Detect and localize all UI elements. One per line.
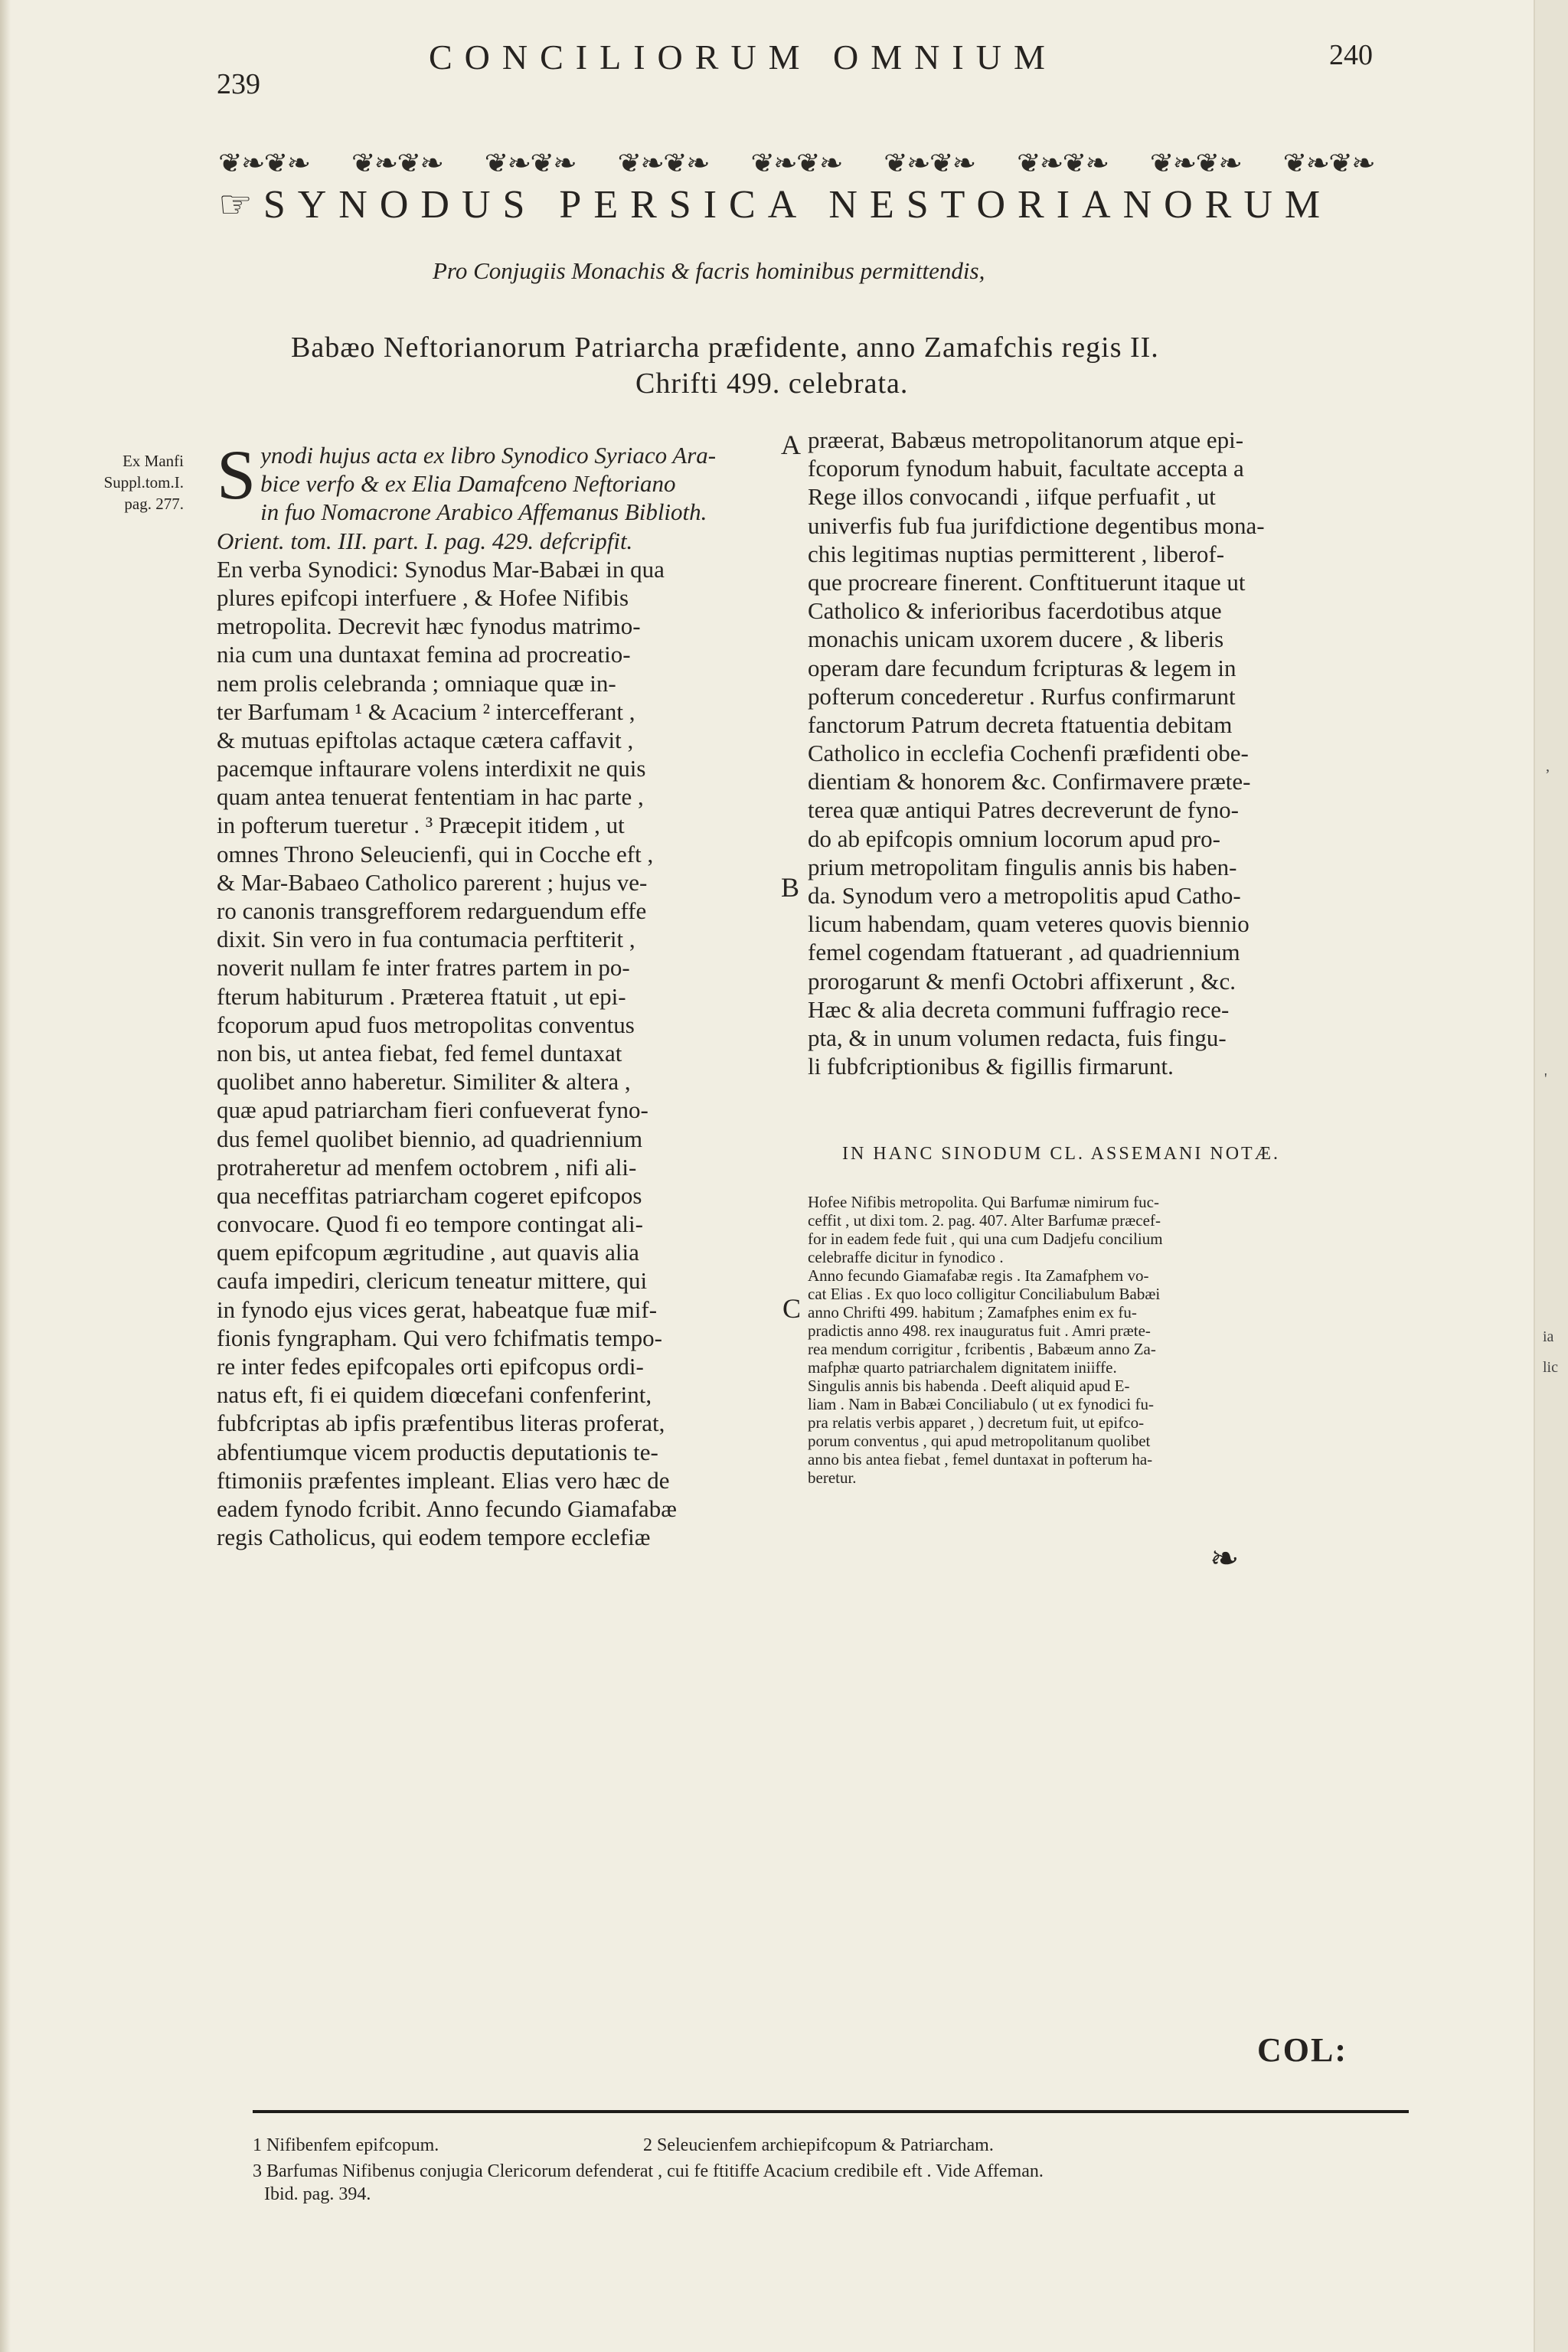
text-line: & Mar-Babaeo Catholico parerent ; hujus ve- [217,868,648,896]
text-line: ynodi hujus acta ex libro Synodico Syriaco Ara- [260,442,717,469]
text-line: Singulis annis bis habenda . Deeft aliquid apud E- [808,1377,1130,1395]
text-line: quam antea tenuerat fententiam in hac parte , [217,783,644,811]
section-marker-c: C [782,1293,802,1324]
section-marker-b: B [781,872,800,903]
footnote-3: 3 Barfumas Nifibenus conjugia Clericorum defenderat , cui fe ftitiffe Acacium credibile eft . Vide Affeman. [253,2161,1044,2181]
footnote-1: 1 Nifibenfem epifcopum. [253,2135,439,2155]
text-line: natus eft, fi ei quidem diœcefani confenferint, [217,1381,652,1409]
notes-heading: IN HANC SINODUM CL. ASSEMANI NOTÆ. [842,1144,1281,1164]
text-line: univerfis fub fua jurifdictione degentibus mona- [808,511,1265,539]
editor-notes [808,1193,1390,1487]
text-line: do ab epifcopis omnium locorum apud pro- [808,825,1220,852]
text-line: abfentiumque vicem productis deputationis te- [217,1438,658,1465]
catchword: COL: [1257,2031,1348,2069]
text-line: pta, & in unum volumen redacta, fuis fingu- [808,1024,1227,1051]
text-line: & mutuas epiftolas actaque cætera caffavit , [217,726,634,753]
text-line: pacemque inftaurare volens interdixit ne quis [217,755,646,782]
text-line: præerat, Babæus metropolitanorum atque epi- [808,426,1244,453]
text-line: chis legitimas nuptias permitterent , liberof- [808,540,1225,567]
text-line: que procreare finerent. Conftituerunt itaque ut [808,568,1246,596]
text-line: femel cogendam ftatuerant , ad quadriennium [808,939,1240,966]
text-line: non bis, ut antea fiebat, fed femel duntaxat [217,1039,622,1067]
page-number-right: 240 [1329,39,1373,71]
margin-note-line: Ex Manfi [122,452,184,470]
margin-note-line: pag. 277. [124,495,184,513]
text-line: ftimoniis præfentes impleant. Elias vero hæc de [217,1466,670,1494]
text-line: Catholico in ecclefia Cochenfi præfidenti obe- [808,740,1249,767]
text-line: quolibet anno haberetur. Similiter & altera , [217,1068,631,1096]
text-line: Hofee Nifibis metropolita. Qui Barfumæ nimirum fuc- [808,1193,1159,1211]
text-line: fubfcriptas ab ipfis præfentibus literas proferat, [217,1410,665,1437]
text-line: dixit. Sin vero in fua contumacia perftiterit , [217,926,635,953]
margin-note-line: Suppl.tom.I. [103,473,184,492]
text-line: re inter fedes epifcopales orti epifcopus ordi- [217,1353,644,1380]
text-line: pra relatis verbis apparet , ) decretum fuit, ut epifco- [808,1413,1145,1432]
text-line: dientiam & honorem &c. Confirmavere præte- [808,768,1251,795]
text-line: pofterum concederetur . Rurfus confirmarunt [808,682,1236,710]
text-line: in fuo Nomacrone Arabico Affemanus Biblioth. [260,498,707,526]
text-line: beretur. [808,1468,857,1487]
text-line: caufa impediri, clericum teneatur mittere, qui [217,1267,648,1295]
facing-page-edge: , ' ia lic [1534,0,1568,2352]
text-line: dus femel quolibet biennio, ad quadriennium [217,1125,643,1152]
page-number-left: 239 [217,68,260,100]
text-line: pradictis anno 498. rex inauguratus fuit . Amri præte- [808,1321,1151,1340]
text-line: monachis unicam uxorem ducere , & liberis [808,626,1224,653]
text-line: metropolita. Decrevit hæc fynodus matrimo- [217,612,641,640]
text-line: ter Barfumam ¹ & Acacium ² intercefferant , [217,697,635,725]
text-line: operam dare fecundum fcripturas & legem in [808,654,1236,681]
text-line: plures epifcopi interfuere , & Hofee Nifibis [217,583,629,611]
text-line: nia cum una duntaxat femina ad procreatio- [217,641,631,668]
text-line: cat Elias . Ex quo loco colligitur Conciliabulum Babæi [808,1285,1161,1303]
text-line: Rege illos convocandi , iifque perfuafit , ut [808,483,1216,511]
footnote-rule [253,2110,1409,2113]
text-line: porum conventus , qui apud metropolitanum quolibet [808,1432,1151,1450]
text-line: omnes Throno Seleucienfi, qui in Cocche eft , [217,840,654,867]
margin-note [77,450,184,514]
section-marker-a: A [781,430,801,460]
text-line: convocare. Quod fi eo tempore contingat ali- [217,1210,643,1238]
text-line: bice verfo & ex Elia Damafceno Neftoriano [260,470,676,498]
text-line: nem prolis celebranda ; omniaque quæ in- [217,669,616,697]
text-line: terea quæ antiqui Patres decreverunt de fyno- [808,796,1239,824]
text-line: licum habendam, quam veteres quovis biennio [808,910,1250,938]
footnote-2: 2 Seleucienfem archiepifcopum & Patriarcham. [643,2135,994,2155]
text-line: fionis fyngrapham. Qui vero fchifmatis tempo- [217,1324,662,1351]
left-column [217,436,779,1551]
vine-scroll-ornament: ❦❧❦❧ ❦❧❦❧ ❦❧❦❧ ❦❧❦❧ ❦❧❦❧ ❦❧❦❧ ❦❧❦❧ ❦❧❦❧ ❦❧❦❧ [218,148,1374,178]
text-line: ro canonis transgrefforem redarguendum effe [217,897,647,924]
pointing-hand-icon: ☞ [218,182,253,227]
text-line: in pofterum tueretur . ³ Præcepit itidem , ut [217,812,625,839]
footnote-3-cont: Ibid. pag. 394. [264,2184,371,2204]
text-line: fcoporum apud fuos metropolitas conventus [217,1011,635,1038]
dedication-line-1: Babæo Neftorianorum Patriarcha præfidente, anno Zamafchis regis II. [291,332,1159,364]
text-line: da. Synodum vero a metropolitis apud Catho- [808,882,1241,909]
drop-cap: S [217,436,256,514]
text-line: regis Catholicus, qui eodem tempore ecclefiæ [217,1524,651,1551]
text-line: in fynodo ejus vices gerat, habeatque fuæ mif- [217,1295,658,1323]
text-line: fterum habiturum . Præterea ftatuit , ut epi- [217,982,626,1010]
subtitle: Pro Conjugiis Monachis & facris hominibus permittendis, [433,257,985,284]
text-line: celebraffe dicitur in fynodico . [808,1248,1004,1266]
dedication-line-2: Chrifti 499. celebrata. [635,368,909,400]
text-line: qua neceffitas patriarcham cogeret epifcopos [217,1181,642,1209]
text-line: eadem fynodo fcribit. Anno fecundo Giamafabæ [217,1494,677,1522]
text-line: noverit nullam fe inter fratres partem in po- [217,954,630,982]
text-line: prium metropolitam fingulis annis bis haben- [808,853,1237,880]
text-line: Catholico & inferioribus facerdotibus atque [808,597,1222,625]
fleuron-icon: ❧ [1210,1537,1240,1579]
text-line: prorogarunt & menfi Octobri affixerunt , &c. [808,967,1236,995]
text-line: fanctorum Patrum decreta ftatuentia debitam [808,710,1233,738]
text-line: quæ apud patriarcham fieri confueverat fyno- [217,1096,648,1124]
text-line: fcoporum fynodum habuit, facultate accepta a [808,455,1244,482]
text-line: Hæc & alia decreta communi fuffragio rece- [808,995,1230,1023]
text-line: anno Chrifti 499. habitum ; Zamafphes enim ex fu- [808,1303,1137,1321]
text-line: li fubfcriptionibus & figillis firmarunt. [808,1053,1174,1080]
text-line: for in eadem fede fuit , qui una cum Dadjefu concilium [808,1230,1163,1248]
running-title: CONCILIORUM OMNIUM [429,38,1057,77]
text-line: Anno fecundo Giamafabæ regis . Ita Zamafphem vo- [808,1266,1149,1285]
text-line: protraheretur ad menfem octobrem , nifi ali- [217,1153,637,1181]
title-row [218,178,1332,231]
text-line: rea mendum corrigitur , fcribentis , Babæum anno Za- [808,1340,1156,1358]
right-column [808,426,1390,1080]
page-edge-shadow [0,0,11,2352]
page-title: SYNODUS PERSICA NESTORIANORUM [263,182,1333,227]
text-line: Orient. tom. III. part. I. pag. 429. defcripfit. [217,527,633,554]
text-line: ceffit , ut dixi tom. 2. pag. 407. Alter Barfumæ præcef- [808,1211,1161,1230]
text-line: quem epifcopum ægritudine , aut quavis alia [217,1239,639,1266]
text-line: anno bis antea fiebat , femel duntaxat in pofterum ha- [808,1450,1153,1468]
text-line: mafphæ quarto patriarchalem dignitatem iniiffe. [808,1358,1117,1377]
text-line: En verba Synodici: Synodus Mar-Babæi in qua [217,555,665,583]
text-line: liam . Nam in Babæi Conciliabulo ( ut ex fynodici fu- [808,1395,1155,1413]
